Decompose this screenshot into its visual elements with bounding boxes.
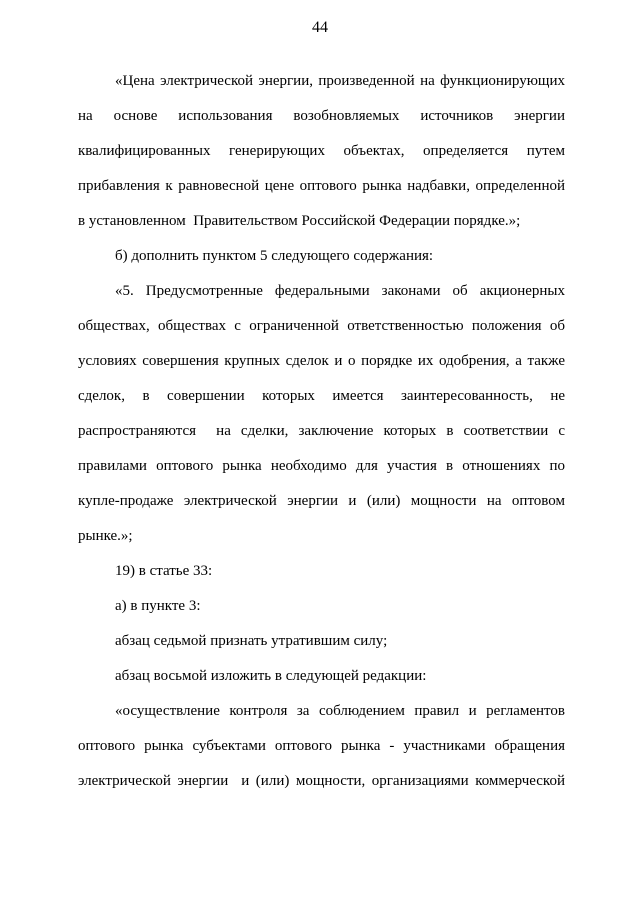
- text-line: распространяются на сделки, заключение которых в соответствии с: [78, 423, 565, 439]
- document-body: [78, 64, 565, 799]
- text-line: оптового рынка субъектами оптового рынка - участниками обращения: [78, 738, 565, 754]
- text-line: а) в пункте 3:: [115, 598, 201, 614]
- text-line: абзац восьмой изложить в следующей редакции:: [115, 668, 427, 684]
- text-line: условиях совершения крупных сделок и о порядке их одобрения, а также: [78, 353, 565, 369]
- text-line: рынке.»;: [78, 528, 133, 544]
- text-line: «5. Предусмотренные федеральными законами об акционерных: [115, 283, 565, 299]
- text-line: правилами оптового рынка необходимо для участия в отношениях по: [78, 458, 565, 474]
- text-line: электрической энергии и (или) мощности, организациями коммерческой: [78, 773, 565, 789]
- text-line: 19) в статье 33:: [115, 563, 213, 579]
- text-line: «Цена электрической энергии, произведенной на функционирующих: [115, 73, 565, 89]
- text-line: «осуществление контроля за соблюдением правил и регламентов: [115, 703, 565, 719]
- text-line: б) дополнить пунктом 5 следующего содержания:: [115, 248, 434, 264]
- text-line: обществах, обществах с ограниченной ответственностью положения об: [78, 318, 565, 334]
- text-line: квалифицированных генерирующих объектах, определяется путем: [78, 143, 565, 159]
- text-line: купле-продаже электрической энергии и (или) мощности на оптовом: [78, 493, 565, 509]
- text-line: сделок, в совершении которых имеется заинтересованность, не: [78, 388, 565, 404]
- text-line: прибавления к равновесной цене оптового рынка надбавки, определенной: [78, 178, 565, 194]
- page-number: 44: [312, 19, 328, 36]
- text-line: абзац седьмой признать утратившим силу;: [115, 633, 388, 649]
- text-line: на основе использования возобновляемых источников энергии: [78, 108, 565, 124]
- text-line: в установленном Правительством Российской Федерации порядке.»;: [78, 213, 521, 229]
